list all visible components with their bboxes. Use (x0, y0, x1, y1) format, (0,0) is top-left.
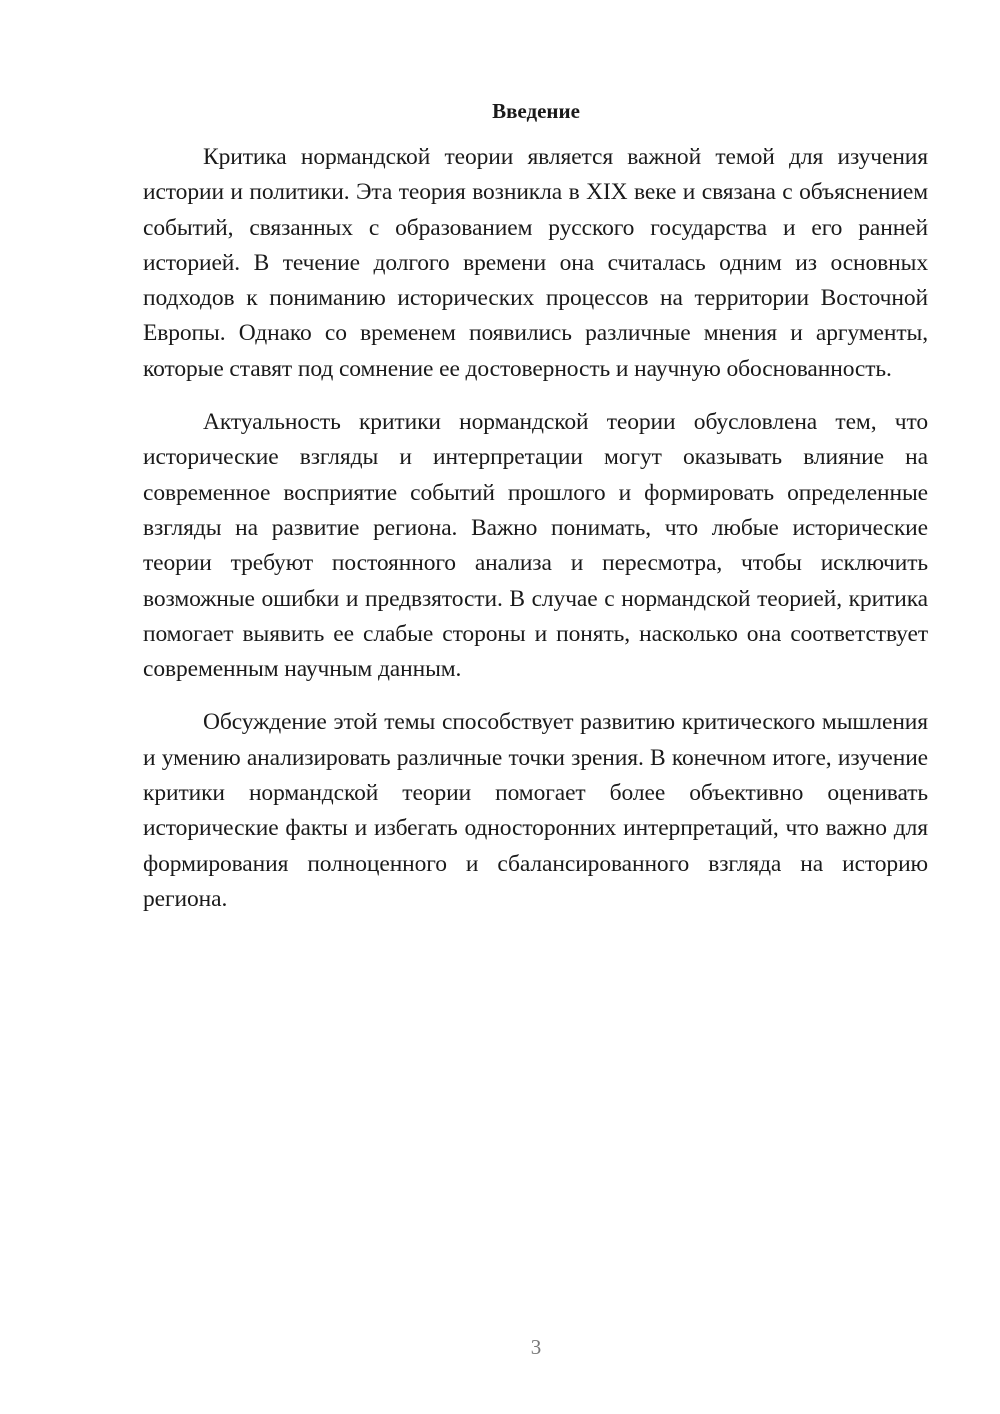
section-heading: Введение (492, 99, 580, 123)
paragraph-1: Критика нормандской теории является важной темой для изучения истории и политики. Эта теория возникла в XIX веке и связана с объяснением событий, связанных с образованием русского государства и его ранней историей. В течение долгого времени она считалась одним из основных подходов к пониманию исторических процессов на территории Восточной Европы. Однако со временем появились различные мнения и аргументы, которые ставят под сомнение ее достоверность и научную обоснованность. (143, 144, 928, 382)
page-number: 3 (530, 1335, 542, 1359)
paragraph-2: Актуальность критики нормандской теории обусловлена тем, что исторические взгляды и интерпретации могут оказывать влияние на современное восприятие событий прошлого и формировать определенные взгляды на развитие региона. Важно понимать, что любые исторические теории требуют постоянного анализа и пересмотра, чтобы исключить возможные ошибки и предвзятости. В случае с нормандской теорией, критика помогает выявить ее слабые стороны и понять, насколько она соответствует современным научным данным. (143, 409, 928, 683)
paragraph-3: Обсуждение этой темы способствует развитию критического мышления и умению анализировать различные точки зрения. В конечном итоге, изучение критики нормандской теории помогает более объективно оценивать исторические факты и избегать односторонних интерпретаций, что важно для формирования полноценного и сбалансированного взгляда на историю региона. (143, 709, 928, 912)
body-text (143, 140, 928, 935)
